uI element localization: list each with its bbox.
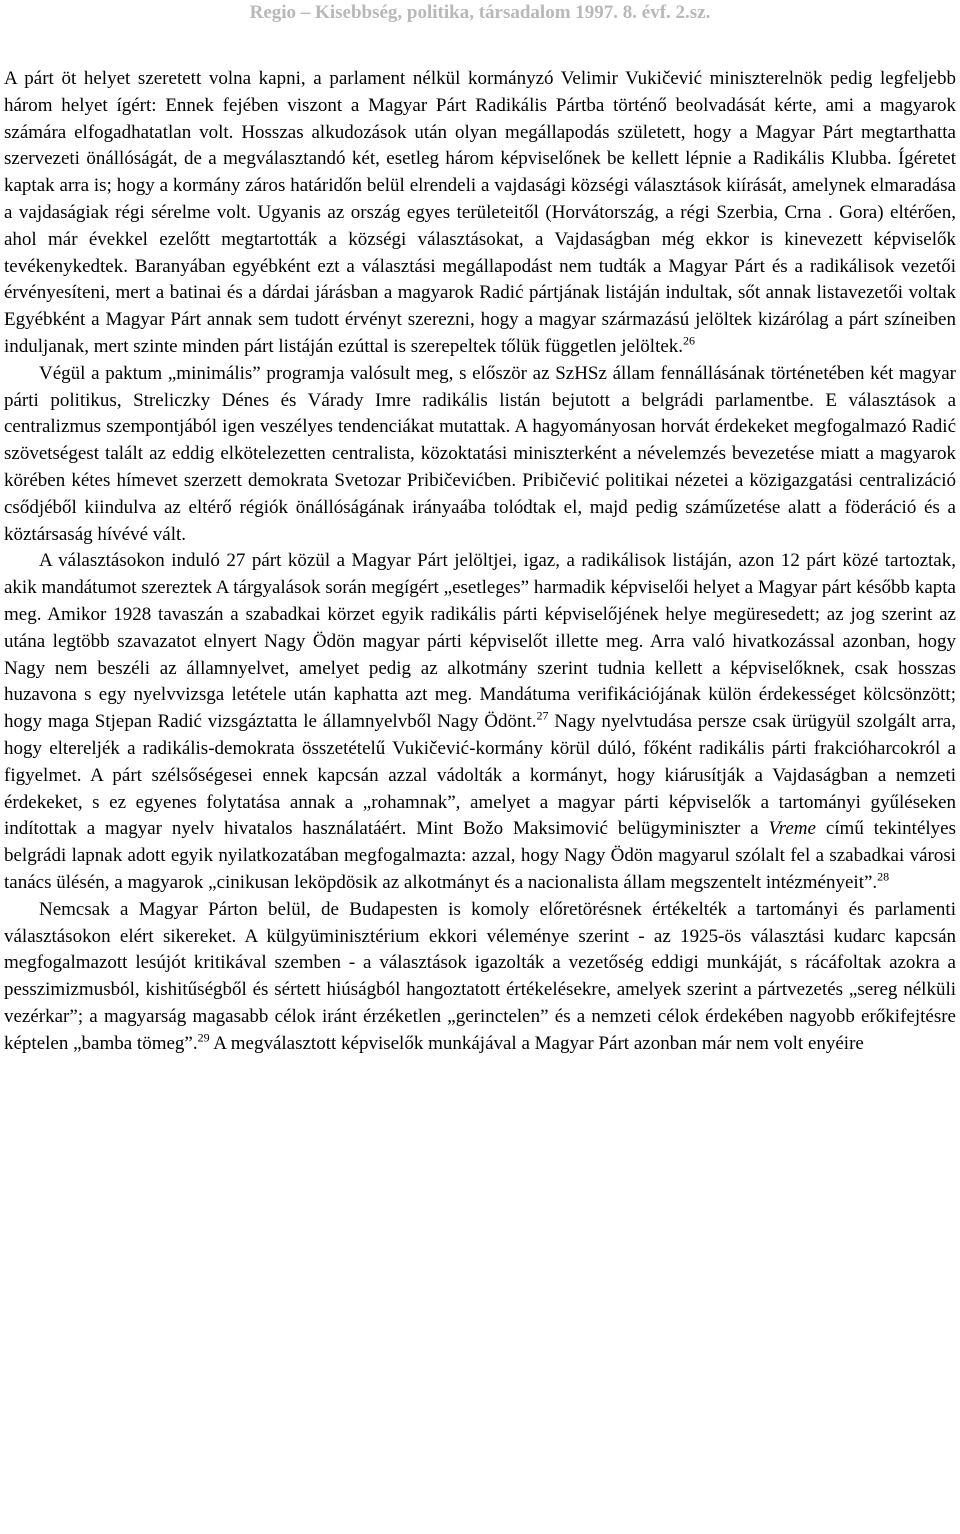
footnote-ref-26[interactable]: 26 <box>683 333 696 348</box>
paragraph-3-text-b: Nagy nyelvtudása persze csak ürügyül szolgált arra, hogy eltereljék a radikális-demokrata összetételű Vukičević-kormány körül dúló, főként radikális párti frakcióharcokról a figyelmet. A párt szélsőségesei ennek kapcsán azzal vádolták a kormányt, hogy kiárusítják a Vajdaságban a nemzeti érdekeket, s ez egyenes folytatása annak a „rohamnak”, amelyet a magyar párti képviselők a tartományi gyűléseken indítottak a magyar nyelv hivatalos használatáért. Mint Božo Maksimović belügyminiszter a <box>4 711 956 840</box>
paragraph-4-text-b: A megválasztott képviselők munkájával a Magyar Párt azonban már nem volt enyéire <box>209 1032 864 1054</box>
newspaper-title-vreme: Vreme <box>768 818 816 840</box>
footnote-ref-27[interactable]: 27 <box>536 708 549 723</box>
paragraph-3-text-c: című tekintélyes belgrádi lapnak adott egyik nyilatkozatában megfogalmazta: azzal, hogy Nagy Ödön magyarul szólalt fel a szabadkai városi tanács ülésén, a magyarok „cinikusan leköpdösik az alkotmányt és a nacionalista állam megszentelt intézményeit”. <box>4 818 957 893</box>
paragraph-1 <box>4 66 956 361</box>
paragraph-3-text-a: A választásokon induló 27 párt közül a Magyar Párt jelöltjei, igaz, a radikálisok listáján, azon 12 párt közé tartoztak, akik mandátumot szereztek A tárgyalások során megígért „esetleges” harmadik képviselői helyet a Magyar párt később kapta meg. Amikor 1928 tavaszán a szabadkai körzet egyik radikális párti képviselőjének helye megüresedett; az jog szerint az utána legtöbb szavazatot elnyert Nagy Ödön magyar párti képviselőt illette meg. Arra való hivatkozással azonban, hogy Nagy nem beszéli az államnyelvet, amelyet pedig az alkotmány szerint tudnia kellett a képviselőknek, csak hosszas huzavona s egy nyelvvizsga letétele után kaphatta azt meg. Mandátuma verifikációjának külön érdekességet kölcsönzött; hogy maga Stjepan Radić vizsgáztatta le államnyelvből Nagy Ödönt. <box>4 550 956 733</box>
paragraph-1-text: A párt öt helyet szeretett volna kapni, a parlament nélkül kormányzó Velimir Vukičević miniszterelnök pedig legfeljebb három helyet ígért: Ennek fejében viszont a Magyar Párt Radikális Pártba történő beolvadását kérte, ami a magyarok számára elfogadhatatlan volt. Hosszas alkudozások után olyan megállapodás született, hogy a Magyar Párt megtarthatta szervezeti önállóságát, de a megválasztandó két, esetleg három képviselőnek be kellett lépnie a Radikális Klubba. Ígéretet kaptak arra is; hogy a kormány záros határidőn belül elrendeli a vajdasági községi választások kiírását, amelynek elmaradása a vajdaságiak régi sérelme volt. Ugyanis az ország egyes területeitől (Horvátország, a régi Szerbia, Crna . Gora) eltérően, ahol már évekkel ezelőtt megtartották a községi választásokat, a Vajdaságban még ekkor is kinevezett képviselők tevékenykedtek. Baranyában egyébként ezt a választási megállapodást nem tudták a Magyar Párt és a radikálisok vezetői érvényesíteni, mert a batinai és a dárdai járásban a magyarok Radić pártjának listáján indultak, sőt annak listavezetői voltak Egyébként a Magyar Párt annak sem tudott érvényt szerezni, hogy a magyar származású jelöltek kizárólag a párt színeiben induljanak, mert szinte minden párt listáján ezúttal is szerepeltek tőlük független jelöltek. <box>4 68 956 357</box>
footnote-ref-29[interactable]: 29 <box>197 1030 210 1045</box>
paragraph-4 <box>4 897 956 1058</box>
page-body <box>4 66 956 1057</box>
footnote-ref-28[interactable]: 28 <box>877 869 890 884</box>
paragraph-4-text-a: Nemcsak a Magyar Párton belül, de Budapesten is komoly előretörésnek értékelték a tartományi és parlamenti választásokon elért sikereket. A külgyüminisztérium ekkori véleménye szerint - az 1925-ös választási kudarc kapcsán megfogalmazott lesújót kritikával szemben - a választások igazolták a vezetőség eddigi munkáját, s rácáfoltak azokra a pesszimizmusból, kishitűségből és sértett hiúságból hangoztatott értékelésekre, amelyek szerint a pártvezetés „sereg nélküli vezérkar”; a magyarság magasabb célok iránt érzéketlen „gerinctelen” és a nemzeti célok érdekében nagyobb erőkifejtésre képtelen „bamba tömeg”. <box>4 898 956 1054</box>
running-head: Regio – Kisebbség, politika, társadalom 1997. 8. évf. 2.sz. <box>249 2 711 23</box>
paragraph-3 <box>4 548 956 896</box>
paragraph-2-text: Végül a paktum „minimális” programja valósult meg, s először az SzHSz állam fennállásának történetében két magyar párti politikus, Streliczky Dénes és Várady Imre radikális listán bejutott a belgrádi parlamentbe. E választások a centralizmus szempontjából igen veszélyes tendenciákat mutattak. A hagyományosan horvát érdekeket megfogalmazó Radić szövetségest talált az eddig elkötelezetten centralista, közoktatási miniszterként a névelemzés bevezetése miatt a magyarok körében kétes hímevet szerzett demokrata Svetozar Pribičevićben. Pribičević politikai nézetei a közigazgatási centralizáció csődjéből kiindulva az eltérő régiók önállóságának irányaába tolódtak el, majd pedig száműzetése alatt a föderáció és a köztársaság hívévé vált. <box>4 362 956 545</box>
paragraph-2 <box>4 361 956 549</box>
